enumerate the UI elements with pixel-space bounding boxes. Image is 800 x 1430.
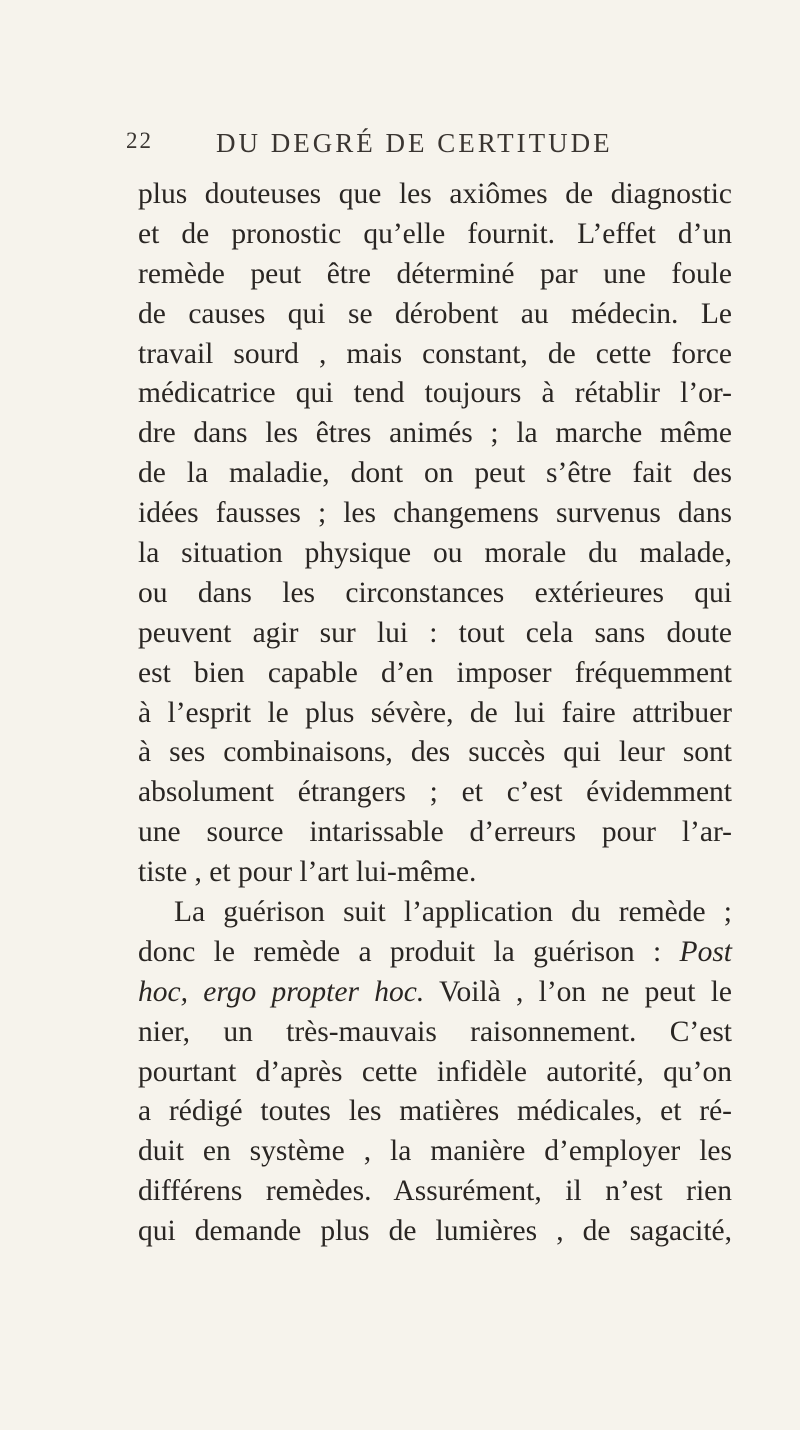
text-segment: est bien capable d’en imposer fréquemment — [138, 656, 732, 689]
text-segment: tiste , et pour l’art lui-même. — [138, 856, 477, 889]
text-segment: travail sourd , mais constant, de cette force — [138, 337, 732, 370]
text-line — [138, 1092, 732, 1132]
text-segment: à ses combinaisons, des succès qui leur sont — [138, 736, 732, 769]
text-line — [138, 534, 732, 574]
text-segment: et de pronostic qu’elle fournit. L’effet d’un — [138, 217, 732, 250]
text-segment: idées fausses ; les changemens survenus dans — [138, 497, 732, 530]
text-segment: de la maladie, dont on peut s’être fait des — [138, 457, 732, 490]
text-segment: pourtant d’après cette infidèle autorité, qu’on — [138, 1055, 732, 1088]
text-line — [138, 733, 732, 773]
text-segment: ou dans les circonstances extérieures qui — [138, 576, 732, 609]
page-number: 22 — [126, 128, 153, 153]
text-line — [138, 893, 732, 933]
text-segment: nier, un très-mauvais raisonnement. C’est — [138, 1015, 732, 1048]
text-line — [138, 494, 732, 534]
text-line — [138, 215, 732, 255]
text-segment: donc le remède a produit la guérison : — [138, 935, 680, 968]
text-segment: de causes qui se dérobent au médecin. Le — [138, 297, 732, 330]
text-segment: médicatrice qui tend toujours à rétablir l’or- — [138, 377, 732, 410]
text-line — [138, 973, 732, 1013]
text-line — [138, 574, 732, 614]
text-line — [138, 1053, 732, 1093]
text-segment: qui demande plus de lumières , de sagacité, — [138, 1215, 732, 1248]
text-segment: remède peut être déterminé par une foule — [138, 257, 732, 290]
text-line — [138, 175, 732, 215]
italic-text: Post — [679, 935, 732, 968]
text-line — [138, 654, 732, 694]
running-head — [126, 128, 706, 162]
text-line — [138, 1212, 732, 1252]
text-line — [138, 1013, 732, 1053]
body-text — [138, 175, 732, 1252]
text-segment: à l’esprit le plus sévère, de lui faire attribuer — [138, 696, 732, 729]
text-segment: différens remèdes. Assurément, il n’est rien — [138, 1175, 732, 1208]
text-segment: Voilà , l’on ne peut le — [424, 975, 732, 1008]
text-line — [138, 374, 732, 414]
text-line — [138, 255, 732, 295]
text-line — [138, 853, 732, 893]
text-line — [138, 933, 732, 973]
italic-text: hoc, ergo propter hoc. — [138, 975, 425, 1008]
text-segment: dre dans les êtres animés ; la marche même — [138, 417, 732, 450]
text-segment: duit en système , la manière d’employer les — [138, 1135, 732, 1168]
text-segment: plus douteuses que les axiômes de diagnostic — [138, 178, 732, 210]
text-line — [138, 454, 732, 494]
text-line — [138, 335, 732, 375]
text-segment: peuvent agir sur lui : tout cela sans doute — [138, 616, 732, 649]
running-title: DU DEGRÉ DE CERTITUDE — [216, 128, 613, 158]
text-segment: absolument étrangers ; et c’est évidemment — [138, 776, 732, 809]
text-line — [138, 614, 732, 654]
text-line — [138, 694, 732, 734]
text-segment: une source intarissable d’erreurs pour l’ar- — [138, 816, 732, 849]
text-line — [138, 1172, 732, 1212]
text-segment: a rédigé toutes les matières médicales, et ré- — [138, 1095, 732, 1128]
text-segment: La guérison suit l’application du remède ; — [174, 896, 732, 929]
text-line — [138, 414, 732, 454]
text-line — [138, 813, 732, 853]
text-line — [138, 295, 732, 335]
text-line — [138, 773, 732, 813]
text-segment: la situation physique ou morale du malade, — [138, 537, 732, 570]
text-line — [138, 1132, 732, 1172]
